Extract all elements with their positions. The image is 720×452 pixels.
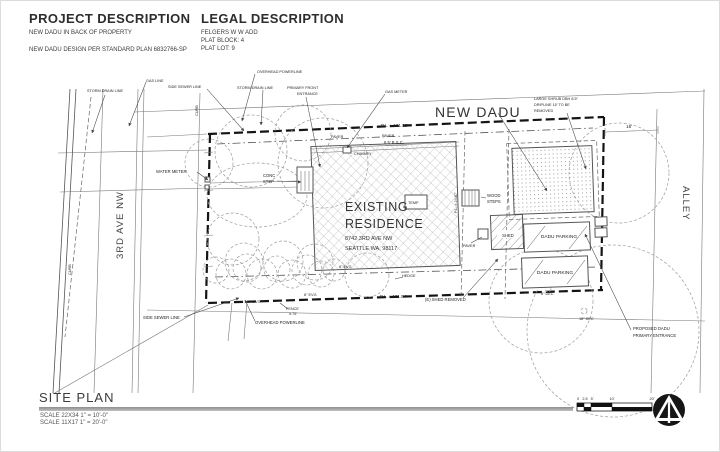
label-paver-left: PAVER xyxy=(331,135,344,139)
label-fence: 5.75' xyxy=(289,312,298,316)
label-overhead-power-top: OVERHEAD POWERLINE xyxy=(257,70,303,74)
label-chimney: CHIMNEY xyxy=(354,152,372,156)
label-dec-8: 8" DEC xyxy=(541,292,554,296)
label-temp: TEMP xyxy=(408,201,419,205)
label-side-sewer-top: SIDE SEWER LINE xyxy=(168,85,202,89)
label-pl-bottom: P.L. ± 121.54' xyxy=(380,294,408,299)
label-curb: CURB xyxy=(195,105,199,116)
sheet-title: SITE PLAN xyxy=(39,390,115,405)
dadu-parking-stalls xyxy=(521,222,590,288)
label-shed-removed: (E) SHED REMOVED xyxy=(425,297,466,302)
label-gas-meter: GAS METER xyxy=(385,90,408,94)
label-large-shrub: LARGE SHRUB DBH 8.5" xyxy=(534,97,578,101)
existing-residence-footprint xyxy=(205,141,479,270)
title-underline-bar xyxy=(39,407,573,411)
legal-description-line: PLAT BLOCK: 4 xyxy=(201,38,245,44)
scale-tick: 0 xyxy=(576,397,580,401)
legal-description-line: PLAT LOT: 9 xyxy=(201,46,235,52)
project-description-line: NEW DADU IN BACK OF PROPERTY xyxy=(29,30,132,36)
label-conc-step: STEP xyxy=(263,179,274,184)
project-description-title: PROJECT DESCRIPTION xyxy=(29,11,191,26)
label-shed: SHED xyxy=(502,233,514,238)
label-large-shrub: REMOVED xyxy=(534,109,554,113)
label-street-alley: ALLEY xyxy=(680,186,691,221)
label-overhead-power-bottom: OVERHEAD POWERLINE xyxy=(255,320,305,325)
label-evg-8: 8" EVG xyxy=(339,265,352,269)
label-large-shrub: DRIPLINE 15' TO BE xyxy=(534,103,570,107)
label-existing-residence: EXISTING xyxy=(345,200,409,214)
label-storm-drain-top: STORM DRAIN LINE xyxy=(87,89,124,93)
sheet-title-block xyxy=(39,390,114,405)
scale-tick: 10' xyxy=(609,397,615,401)
legal-description-title: LEGAL DESCRIPTION xyxy=(201,11,345,26)
scale-note-line: SCALE 11X17 1" = 20'-0" xyxy=(40,420,108,426)
label-pl-side: P.L. ± 24.87' xyxy=(454,192,458,213)
site-plan-drawing xyxy=(1,1,720,452)
label-residence-address: SEATTLE WA, 98117 xyxy=(345,246,398,252)
label-gas-line: GAS LINE xyxy=(146,79,164,83)
label-dadu-parking-1: DADU PARKING xyxy=(540,235,578,240)
label-evg-4: 4" EVG xyxy=(248,300,261,304)
label-water-meter: WATER METER xyxy=(156,169,187,174)
scale-tick: 5' xyxy=(590,397,594,401)
scale-notes xyxy=(40,413,108,427)
label-primary-front-entrance: PRIMARY FRONT xyxy=(287,86,319,90)
label-storm-drain-mid: STORM DRAIN LINE xyxy=(237,86,274,90)
project-description-line: NEW DADU DESIGN PER STANDARD PLAN 6832766-SP xyxy=(29,47,187,53)
label-primary-front-entrance: ENTRANCE xyxy=(297,92,318,96)
label-side-sewer-bottom: SIDE SEWER LINE xyxy=(143,315,180,320)
label-paver-right: PAVER xyxy=(382,134,395,138)
scale-tick: 2.5 xyxy=(582,397,588,401)
label-proposed-entrance: PROPOSED DADU xyxy=(633,326,670,331)
label-dec-18: 18" DEC xyxy=(579,317,594,321)
label-curb: CURB xyxy=(68,264,72,275)
label-conc-step: CONC xyxy=(263,173,276,178)
label-hedge: HEDGE xyxy=(402,274,416,278)
plan-labels xyxy=(68,70,691,338)
scale-note-line: SCALE 22X34 1" = 10'-0" xyxy=(40,413,108,419)
label-wood-steps: WOOD xyxy=(487,193,501,198)
label-dadu-parking-2: DADU PARKING xyxy=(536,271,574,276)
graphic-scale-bar xyxy=(577,397,655,411)
label-evg-8: 8" EVG xyxy=(304,293,317,297)
north-arrow-icon xyxy=(653,394,685,426)
shed-footprint xyxy=(478,214,524,249)
label-existing-residence: RESIDENCE xyxy=(345,217,424,231)
label-bsc: 6.5' B.S.C. xyxy=(384,140,404,145)
scale-tick: 20' xyxy=(649,397,655,401)
label-new-dadu: NEW DADU xyxy=(435,104,521,120)
label-dim-16: 16' xyxy=(626,124,632,129)
label-pl-top: P.L. ± 121.33' xyxy=(381,123,409,128)
label-proposed-entrance: PRIMARY ENTRANCE xyxy=(633,333,677,338)
label-residence-address: 8742 3RD AVE NW xyxy=(345,236,393,242)
label-street-3rd-ave-nw: 3RD AVE NW xyxy=(115,191,126,259)
label-fence: FENCE xyxy=(286,307,299,311)
legal-description-line: FELGERS W W ADD xyxy=(201,30,258,36)
label-wood-steps: STEPS xyxy=(487,199,501,204)
label-paver-small: PAVER xyxy=(463,244,476,248)
